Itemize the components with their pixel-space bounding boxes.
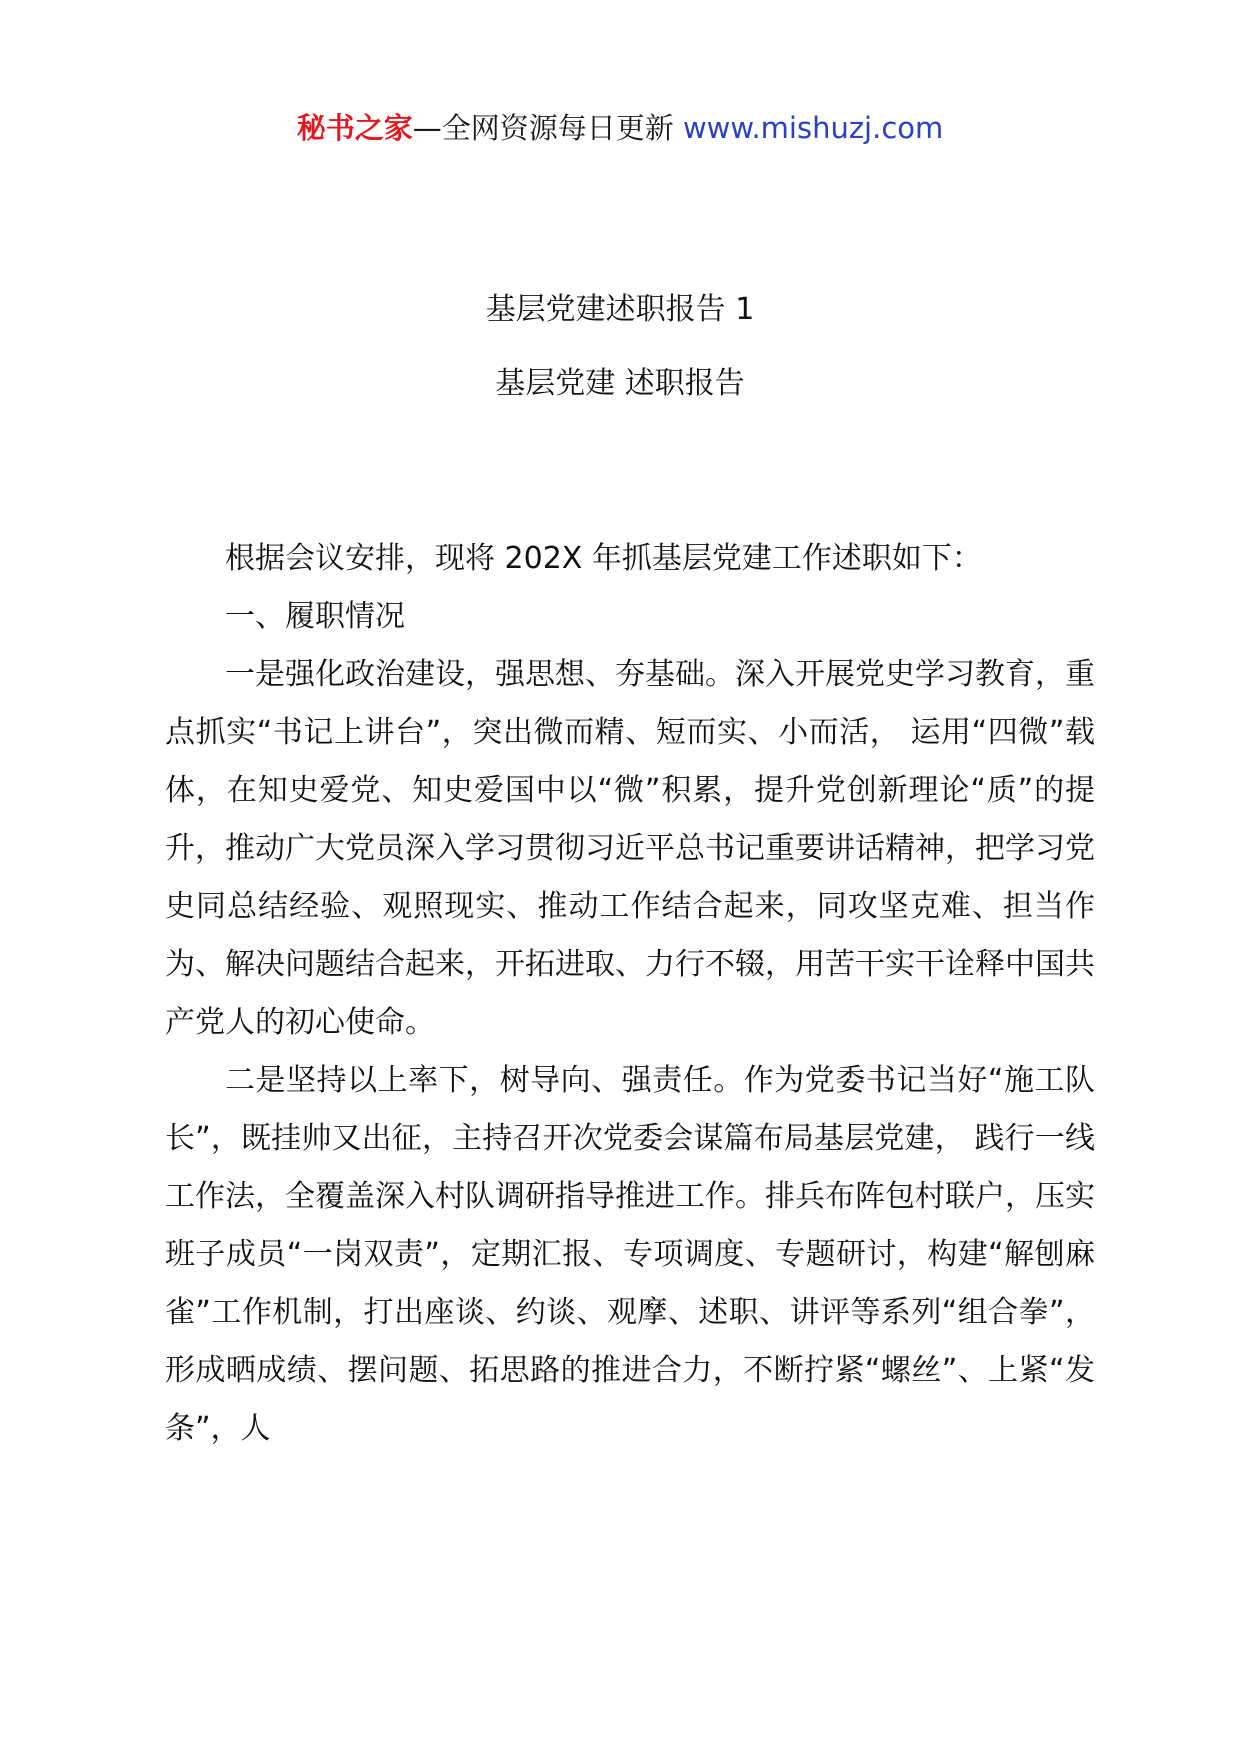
- section-heading: 一、履职情况: [225, 599, 405, 634]
- header-tagline: —全网资源每日更新: [412, 111, 674, 145]
- brand-name: 秘书之家: [296, 111, 413, 145]
- body-paragraph: 一是强化政治建设，强思想、夯基础。深入开展党史学习教育，重点抓实“书记上讲台”，突出微而精、短而实、小而活， 运用“四微”载体，在知史爱党、知史爱国中以“微”积累，提升党创新理论“质”的提升，推动广大党员深入学习贯彻习近平总书记重要讲话精神，把学习党史同总结经验、观照现实、推动工作结合起来，同攻坚克难、担当作为、解决问题结合起来，开拓进取、力行不辍，用苦干实干诠释中国共产党人的初心使命。: [165, 657, 1095, 1040]
- intro-paragraph: 根据会议安排，现将 202X 年抓基层党建工作述职如下：: [225, 541, 982, 576]
- document-body: [165, 530, 1095, 1458]
- site-header-banner: [0, 108, 1240, 148]
- body-paragraph: 二是坚持以上率下，树导向、强责任。作为党委书记当好“施工队长”，既挂帅又出征，主持召开次党委会谋篇布局基层党建， 践行一线工作法，全覆盖深入村队调研指导推进工作。排兵布阵包村联户，压实班子成员“一岗双责”，定期汇报、专项调度、专题研讨，构建“解刨麻雀”工作机制，打出座谈、约谈、观摩、述职、讲评等系列“组合拳”，形成晒成绩、摆问题、拓思路的推进合力，不断拧紧“螺丝”、上紧“发条”，人: [165, 1063, 1095, 1446]
- site-url-link[interactable]: www.mishuzj.com: [682, 111, 944, 145]
- document-title: 基层党建述职报告 1: [485, 292, 755, 327]
- document-subtitle: 基层党建 述职报告: [495, 366, 745, 401]
